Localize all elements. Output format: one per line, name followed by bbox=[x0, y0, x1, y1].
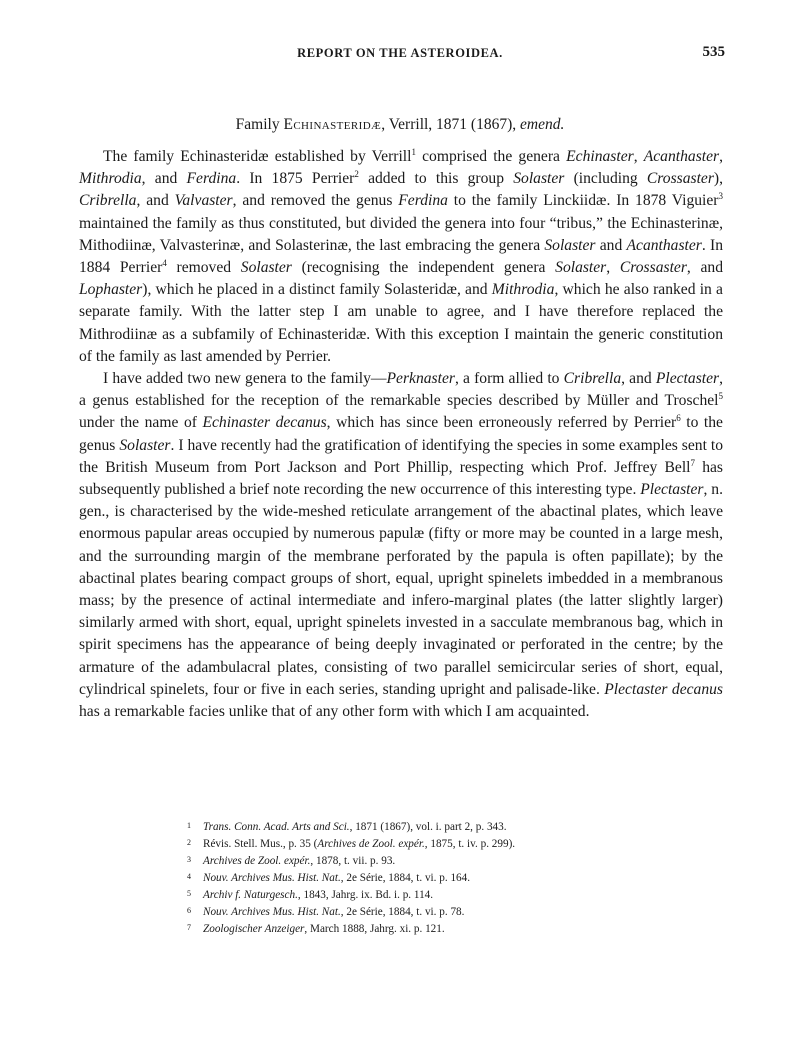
text-run: , 1878, t. vii. p. 93. bbox=[310, 855, 396, 867]
heading-family-name: Echinasteridæ bbox=[283, 116, 382, 133]
text-run: to the family Linckiidæ. In 1878 Viguier bbox=[447, 192, 719, 210]
footnote-number: 5 bbox=[187, 889, 191, 898]
text-run: . I have recently had the gratification of identifying the species in some examples sent to the British Museum from Port Jackson and Port Phillip, respecting which Prof. Jeffrey Bell bbox=[79, 436, 723, 476]
footnote bbox=[187, 852, 687, 869]
italic-term: Solaster bbox=[240, 259, 292, 277]
text-run: (including bbox=[564, 170, 647, 188]
text-run: has subsequently published a brief note recording the new occurrence of this interesting type. bbox=[79, 458, 724, 499]
footnotes bbox=[187, 818, 687, 937]
footnote-number: 1 bbox=[187, 821, 191, 830]
footnote-marker: 1 bbox=[411, 146, 416, 157]
italic-term: Archiv f. Naturgesch. bbox=[203, 889, 298, 901]
heading-emend: emend. bbox=[520, 116, 565, 133]
text-run: , and removed the genus bbox=[232, 192, 399, 210]
text-run: , which he also ranked in a separate family. With the latter step I am unable to agree, and I have therefore replaced the Mithrodiinæ as a subfamily of Echinasteridæ. With this exception I maintain the generic constitution of the family as last amended by Perrier. bbox=[79, 281, 723, 365]
italic-term: Perknaster bbox=[386, 370, 455, 388]
text-run: , and bbox=[621, 370, 656, 388]
text-run: added to this group bbox=[358, 170, 514, 188]
text-run: Révis. Stell. Mus., p. 35 ( bbox=[203, 838, 318, 850]
text-run: removed bbox=[166, 259, 241, 277]
italic-term: Trans. Conn. Acad. Arts and Sci. bbox=[203, 821, 350, 833]
heading-authority: , Verrill, 1871 (1867), bbox=[381, 116, 521, 133]
text-run: maintained the family as thus constituted, but divided the genera into four “tribus,” the Echinasterinæ, Mithodiinæ, Valvasterinæ, and Solasterinæ, the last embracing the genera bbox=[79, 214, 723, 254]
text-run: The family Echinasteridæ established by Verrill bbox=[103, 148, 412, 165]
text-run: , bbox=[606, 259, 620, 277]
heading-prefix: Family bbox=[235, 116, 284, 133]
italic-term: Ferdina bbox=[186, 170, 237, 188]
footnote bbox=[187, 903, 687, 920]
text-run: , 2e Série, 1884, t. vi. p. 78. bbox=[340, 906, 465, 918]
italic-term: Archives de Zool. expér. bbox=[317, 838, 425, 850]
text-run: under the name of bbox=[79, 414, 203, 432]
italic-term: Plectaster bbox=[655, 370, 720, 388]
text-run: , 1871 (1867), vol. i. part 2, p. 343. bbox=[349, 821, 507, 833]
text-run: , 1875, t. iv. p. 299). bbox=[424, 838, 516, 850]
text-run: , bbox=[633, 148, 644, 165]
text-run: , which has since been erroneously referred by Perrier bbox=[326, 414, 677, 432]
italic-term: Mithrodia bbox=[79, 170, 142, 188]
footnote-marker: 2 bbox=[354, 169, 359, 180]
italic-term: Cribrella bbox=[563, 370, 622, 388]
paragraph bbox=[79, 368, 723, 723]
footnote-marker: 6 bbox=[676, 413, 681, 424]
footnote-marker: 4 bbox=[162, 257, 167, 268]
italic-term: Zoologischer Anzeiger bbox=[203, 923, 305, 935]
italic-term: Crossaster bbox=[619, 259, 687, 277]
text-run: , 1843, Jahrg. ix. Bd. i. p. 114. bbox=[297, 889, 434, 901]
running-header bbox=[0, 46, 800, 66]
italic-term: Lophaster bbox=[79, 281, 143, 299]
text-run: , a form allied to bbox=[454, 370, 564, 388]
text-run: to the genus bbox=[79, 414, 723, 454]
text-run: , 2e Série, 1884, t. vi. p. 164. bbox=[340, 872, 471, 884]
italic-term: Nouv. Archives Mus. Hist. Nat. bbox=[203, 872, 341, 884]
italic-term: Solaster bbox=[544, 236, 596, 254]
text-run: (recognising the independent genera bbox=[291, 259, 556, 277]
page-number: 535 bbox=[702, 44, 725, 60]
text-run: , and bbox=[136, 192, 175, 210]
italic-term: Mithrodia bbox=[491, 281, 555, 299]
footnote-marker: 7 bbox=[690, 457, 695, 468]
paragraph bbox=[79, 146, 723, 368]
section-heading bbox=[0, 116, 800, 134]
text-run: , and bbox=[141, 170, 187, 188]
text-run: and bbox=[595, 236, 627, 254]
footnote-number: 6 bbox=[187, 906, 191, 915]
text-run: , a genus established for the reception of the remarkable species described by Müller and Troschel bbox=[79, 370, 723, 410]
italic-term: Plectaster bbox=[640, 481, 704, 499]
footnote bbox=[187, 835, 687, 852]
italic-term: Plectaster decanus bbox=[604, 680, 724, 698]
italic-term: Valvaster bbox=[174, 192, 233, 210]
text-run: comprised the genera bbox=[415, 148, 567, 165]
italic-term: Archives de Zool. expér. bbox=[203, 855, 311, 867]
italic-term: Solaster bbox=[555, 259, 607, 277]
footnote bbox=[187, 886, 687, 903]
text-run: I have added two new genera to the family— bbox=[103, 370, 387, 388]
italic-term: Cribrella bbox=[79, 192, 137, 210]
italic-term: Acanthaster bbox=[643, 148, 720, 165]
footnote-number: 4 bbox=[187, 872, 191, 881]
italic-term: Solaster bbox=[513, 170, 565, 188]
footnote-number: 2 bbox=[187, 838, 191, 847]
footnote bbox=[187, 869, 687, 886]
footnote-number: 7 bbox=[187, 923, 191, 932]
text-run: , bbox=[719, 148, 723, 165]
italic-term: Ferdina bbox=[398, 192, 448, 210]
body-text bbox=[79, 146, 723, 723]
text-run: ), which he placed in a distinct family Solasteridæ, and bbox=[142, 281, 492, 299]
text-run: . In 1875 Perrier bbox=[236, 170, 355, 188]
footnote-number: 3 bbox=[187, 855, 191, 864]
italic-term: Solaster bbox=[119, 436, 171, 454]
italic-term: Echinaster decanus bbox=[202, 414, 327, 432]
running-title: REPORT ON THE ASTEROIDEA. bbox=[297, 46, 503, 60]
italic-term: Echinaster bbox=[566, 148, 634, 165]
italic-term: Crossaster bbox=[646, 170, 714, 188]
text-run: . In 1884 Perrier bbox=[79, 236, 724, 277]
footnote-marker: 3 bbox=[718, 191, 723, 202]
italic-term: Nouv. Archives Mus. Hist. Nat. bbox=[203, 906, 341, 918]
footnote-marker: 5 bbox=[718, 391, 723, 402]
text-run: , and bbox=[686, 259, 724, 277]
text-run: has a remarkable facies unlike that of any other form with which I am acquainted. bbox=[79, 703, 590, 721]
footnote bbox=[187, 818, 687, 835]
text-run: ), bbox=[713, 170, 723, 188]
footnote bbox=[187, 920, 687, 937]
italic-term: Acanthaster bbox=[626, 236, 702, 254]
text-run: , March 1888, Jahrg. xi. p. 121. bbox=[304, 923, 445, 935]
text-run: , n. gen., is characterised by the wide-meshed reticulate arrangement of the abactinal plates, which leave enormous papular areas occupied by numerous papulæ (fifty or more may be counted in a large mesh, and the surrounding margin of the membrane perforated by the papula is often papillate); by the abactinal plates bearing compact groups of short, equal, upright spinelets imbedded in a membranous mass; by the presence of actinal intermediate and infero-marginal plates (the latter slightly larger) similarly armed with short, equal, upright spinelets invested in a sacculate membranous bag, which in spirit specimens has the appearance of being deeply invaginated or perforated in the centre; by the armature of the adambulacral plates, consisting of two parallel semicircular series of short, equal, cylindrical spinelets, four or five in each series, standing upright and palisade-like. bbox=[79, 481, 723, 698]
